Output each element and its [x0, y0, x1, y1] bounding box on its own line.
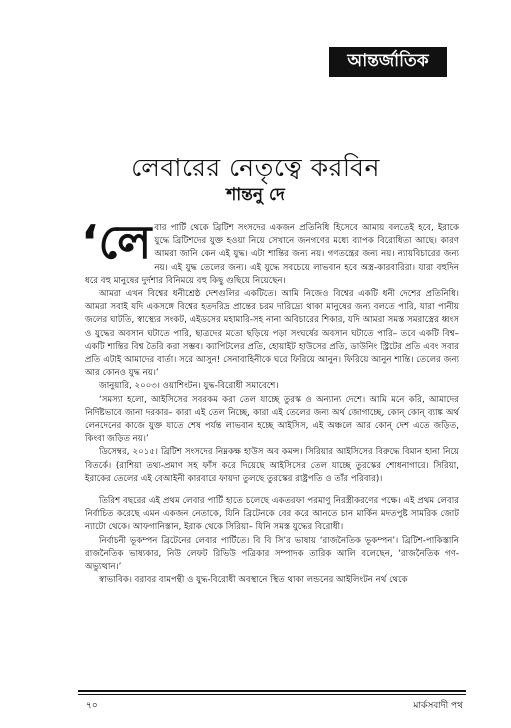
paragraph: ডিসেম্বর, ২০১৫। ব্রিটিশ সংসদের নিম্নকক্ষ হাউস অব কমন্স। সিরিয়ার আইসিসের বিরুদ্ধে বিমান হানা নিয়ে বিতর্কে। (রাশিয়া তথ্য-প্রমাণ সহ ফাঁস করে দিয়েছে আইসিসের তেল যাচ্ছে তুরস্কের শোধনাগারে। সিরিয়া, ইরাকের তেলের এই বেআইনী কারবারে ফায়দা তুলছে তুরস্কের রাষ্ট্রপতি ও তাঁর পরিবার)।	[85, 447, 459, 484]
paragraph: ‘সমস্যা হলো, আইসিসের সবরকম করা তেল যাচ্ছে তুরস্ক ও অন্যান্য দেশে। আমি মনে করি, আমাদের নির্দিষ্টভাবে জানা দরকার– কারা এই তেল নিচ্ছে, কারা এই তেলের জন্য অর্থ জোগাচ্ছে, কোন্‌ কোন্‌ ব্যাঙ্ক অর্থ লেনদেনের কাজে যুক্ত যাতে শেষ পর্যন্ত লাভবান হচ্ছে আইসিস, এই অঞ্চলে আর কোন্‌ দেশ এতে জড়িত, কিংবা জড়িত নয়।’	[85, 394, 459, 445]
paragraph: স্বাভাবিক। বরাবর বামপন্থী ও যুদ্ধ-বিরোধী অবস্থানে স্থিত থাকা লন্ডনের আইলিংটন নর্থ থেকে	[99, 575, 408, 586]
paragraph: তিরিশ বছরের এই প্রথম লেবার পার্টি হাতে চলেছে একতরফা পরমাণু নিরস্ত্রীকরণের পক্ষে। এই প্রথম লেবার নির্বাচিত করেছে এমন একজন নেতাকে, যিনি ব্রিটেনকে বের করে আনতে চান মার্কিন মদতপুষ্ট সামরিক জোট ন্যাটো থেকে। আফগানিস্তান, ইরাক থেকে সিরিয়া– যিনি সমস্ত যুদ্ধের বিরোধী।	[85, 496, 459, 533]
journal-name: মার্কসবাদী পথ	[413, 701, 463, 711]
section-label: আন্তর্জাতিক	[329, 47, 447, 77]
paragraph: আমরা এখন বিশ্বের ধনীশ্রেষ্ঠ দেশগুলির একটিতে। আমি নিজেও বিশ্বের একটি ধনী দেশের প্রতিনিধি। আমরা সবাই যদি একসঙ্গে বিশ্বের হতদরিদ্র প্রান্তের চরম দারিদ্র্যে থাকা মানুষের জন্য বলতে পারি, যারা পানীয় জলের ঘাটতি, স্বাস্থ্যের সংকট, এইডসের মহামারি-সহ নানা অবিচারের শিকার, যদি আমরা সমস্ত সমরাস্ত্রের ধ্বংস ও যুদ্ধের অবসান ঘটাতে পারি, ছাত্রদের মতো ছড়িয়ে পড়া সংঘর্ষের অবসান ঘটাতে পারি– তবে একটি বিশ্ব– একটি শান্তির বিশ্ব তৈরি করা সম্ভব। ক্যাপিটলের প্রতি, হোয়াইট হাউসের প্রতি, ডাউনিং স্ট্রিটের প্রতি এবং সবার প্রতি এটাই আমাদের বার্তা। সরে আসুন! সেনাবাহিনীকে ঘরে ফিরিয়ে আনুন। ফিরিয়ে আনুন শান্তি। তেলের জন্য আর কোনও যুদ্ধ নয়।’	[85, 289, 459, 379]
paragraph: জানুয়ারি, ২০০৩। ওয়াশিংটন। যুদ্ধ-বিরোধী সমাবেশে।	[99, 381, 279, 392]
article-title: লেবারের নেতৃত্বে করবিন	[131, 153, 380, 182]
paragraph-text: বার পার্টি থেকে ব্রিটিশ সংসদের একজন প্রতিনিধি হিসেবে আমায় বলতেই হবে, ইরাকে যুদ্ধে ব্রিটিশদের যুক্ত হওয়া নিয়ে সেখানে জনগণের মধ্যে ব্যাপক বিরোধিতা আছে। কারণ আমরা জানি কেন এই যুদ্ধ। এটা শান্তির জন্য নয়। গণতন্ত্রের জন্য নয়। ন্যায়বিচারের জন্য নয়। এই যুদ্ধ তেলের জন্য। এই যুদ্ধে সবচেয়ে লাভবান হবে অস্ত্র-কারবারিরা। যারা বহুদিন ধরে বহু মানুষের দুর্দশার বিনিময়ে বহু কিছু গুছিয়ে নিয়েছেন।	[85, 223, 459, 286]
paragraph: নির্বাচনী ভূকম্পন ব্রিটেনের লেবার পার্টিতে। বি বি সি’র ভাষায় ‘রাজনৈতিক ভূকম্পন’। ব্রিটিশ-পাকিস্তানি রাজনৈতিক ভাষ্যকার, নিউ লেফট রিভিউ পত্রিকার সম্পাদক তারিক আলি বলেছেন, ‘রাজনৈতিক গণ-অভ্যুত্থান।’	[85, 535, 459, 573]
article-author: শান্তনু দে	[226, 185, 285, 205]
paragraph	[81, 215, 459, 288]
drop-cap: ‘লে	[81, 215, 152, 269]
footer-rule	[78, 694, 466, 695]
page-number: ৭০	[86, 701, 98, 711]
footer-rule	[78, 690, 466, 692]
article-body	[81, 215, 459, 587]
